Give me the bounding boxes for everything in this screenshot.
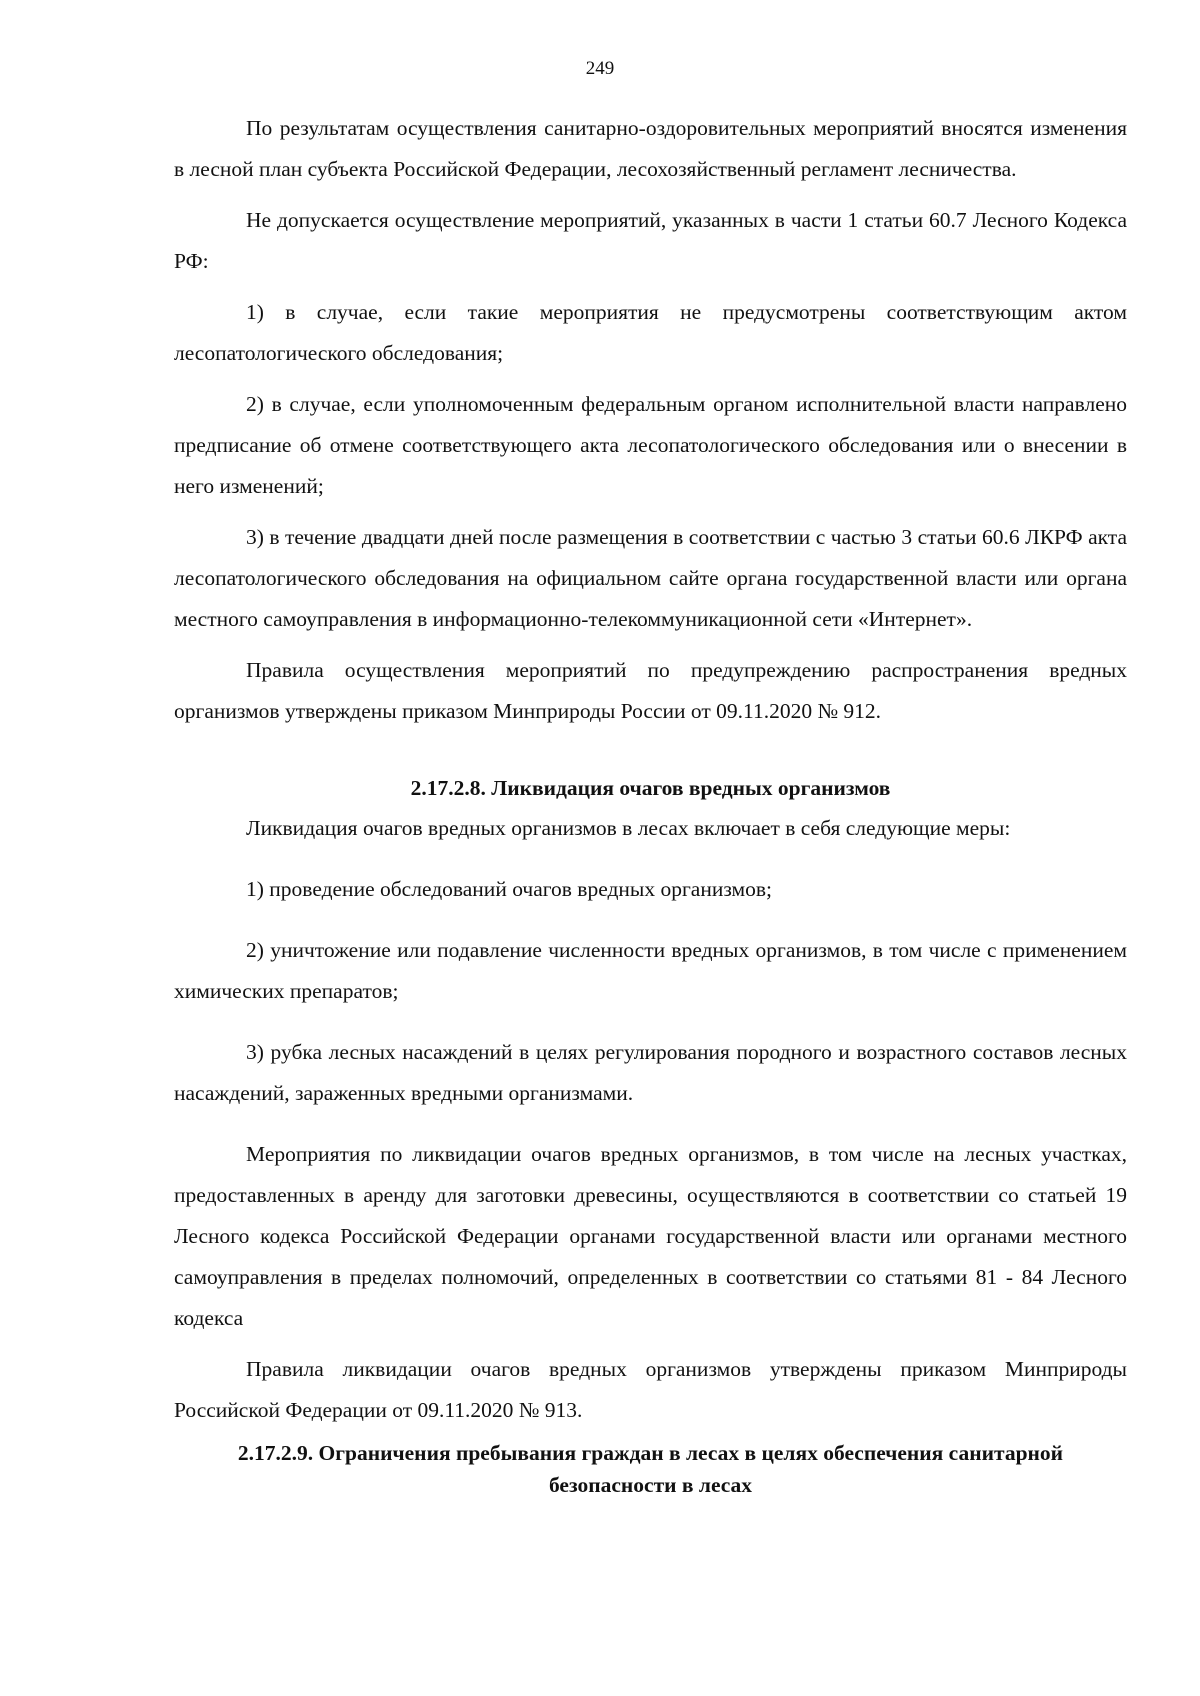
list-item-2: 2) в случае, если уполномоченным федеральным органом исполнительной власти направлено предписание об отмене соответствующего акта лесопатологического обследования или о внесении в него изменений; (174, 392, 1127, 498)
list-item-1: 1) в случае, если такие мероприятия не предусмотрены соответствующим актом лесопатологического обследования; (174, 300, 1127, 365)
list-item-3: 3) в течение двадцати дней после размещения в соответствии с частью 3 статьи 60.6 ЛКРФ акта лесопатологического обследования на официальном сайте органа государственной власти или органа местного самоуправления в информационно-телекоммуникационной сети «Интернет». (174, 525, 1127, 631)
section-heading-2-17-2-8: 2.17.2.8. Ликвидация очагов вредных организмов (410, 776, 891, 800)
paragraph-liquidation-activities: Мероприятия по ликвидации очагов вредных организмов, в том числе на лесных участках, предоставленных в аренду для заготовки древесины, осуществляются в соответствии со статьей 19 Лесного кодекса Российской Федерации органами государственной власти или органами местного самоуправления в пределах полномочий, определенных в соответствии со статьями 81 - 84 Лесного кодекса (174, 1142, 1127, 1330)
paragraph-rules-912: Правила осуществления мероприятий по предупреждению распространения вредных организмов утверждены приказом Минприроды России от 09.11.2020 № 912. (174, 658, 1127, 723)
page-body (174, 108, 1127, 1501)
measure-item-1: 1) проведение обследований очагов вредных организмов; (246, 877, 773, 901)
paragraph-not-allowed: Не допускается осуществление мероприятий, указанных в части 1 статьи 60.7 Лесного Кодекса РФ: (174, 208, 1127, 273)
paragraph-rules-913: Правила ликвидации очагов вредных организмов утверждены приказом Минприроды Российской Федерации от 09.11.2020 № 913. (174, 1357, 1127, 1422)
section-heading-2-17-2-9: 2.17.2.9. Ограничения пребывания граждан в лесах в целях обеспечения санитарной безопасности в лесах (237, 1441, 1064, 1497)
paragraph-liquidation-measures: Ликвидация очагов вредных организмов в лесах включает в себя следующие меры: (246, 816, 1011, 840)
paragraph-results-changes: По результатам осуществления санитарно-оздоровительных мероприятий вносятся изменения в лесной план субъекта Российской Федерации, лесохозяйственный регламент лесничества. (174, 116, 1127, 181)
measure-item-3: 3) рубка лесных насаждений в целях регулирования породного и возрастного составов лесных насаждений, зараженных вредными организмами. (174, 1040, 1127, 1105)
page-number: 249 (585, 58, 615, 79)
measure-item-2: 2) уничтожение или подавление численности вредных организмов, в том числе с применением химических препаратов; (174, 938, 1127, 1003)
